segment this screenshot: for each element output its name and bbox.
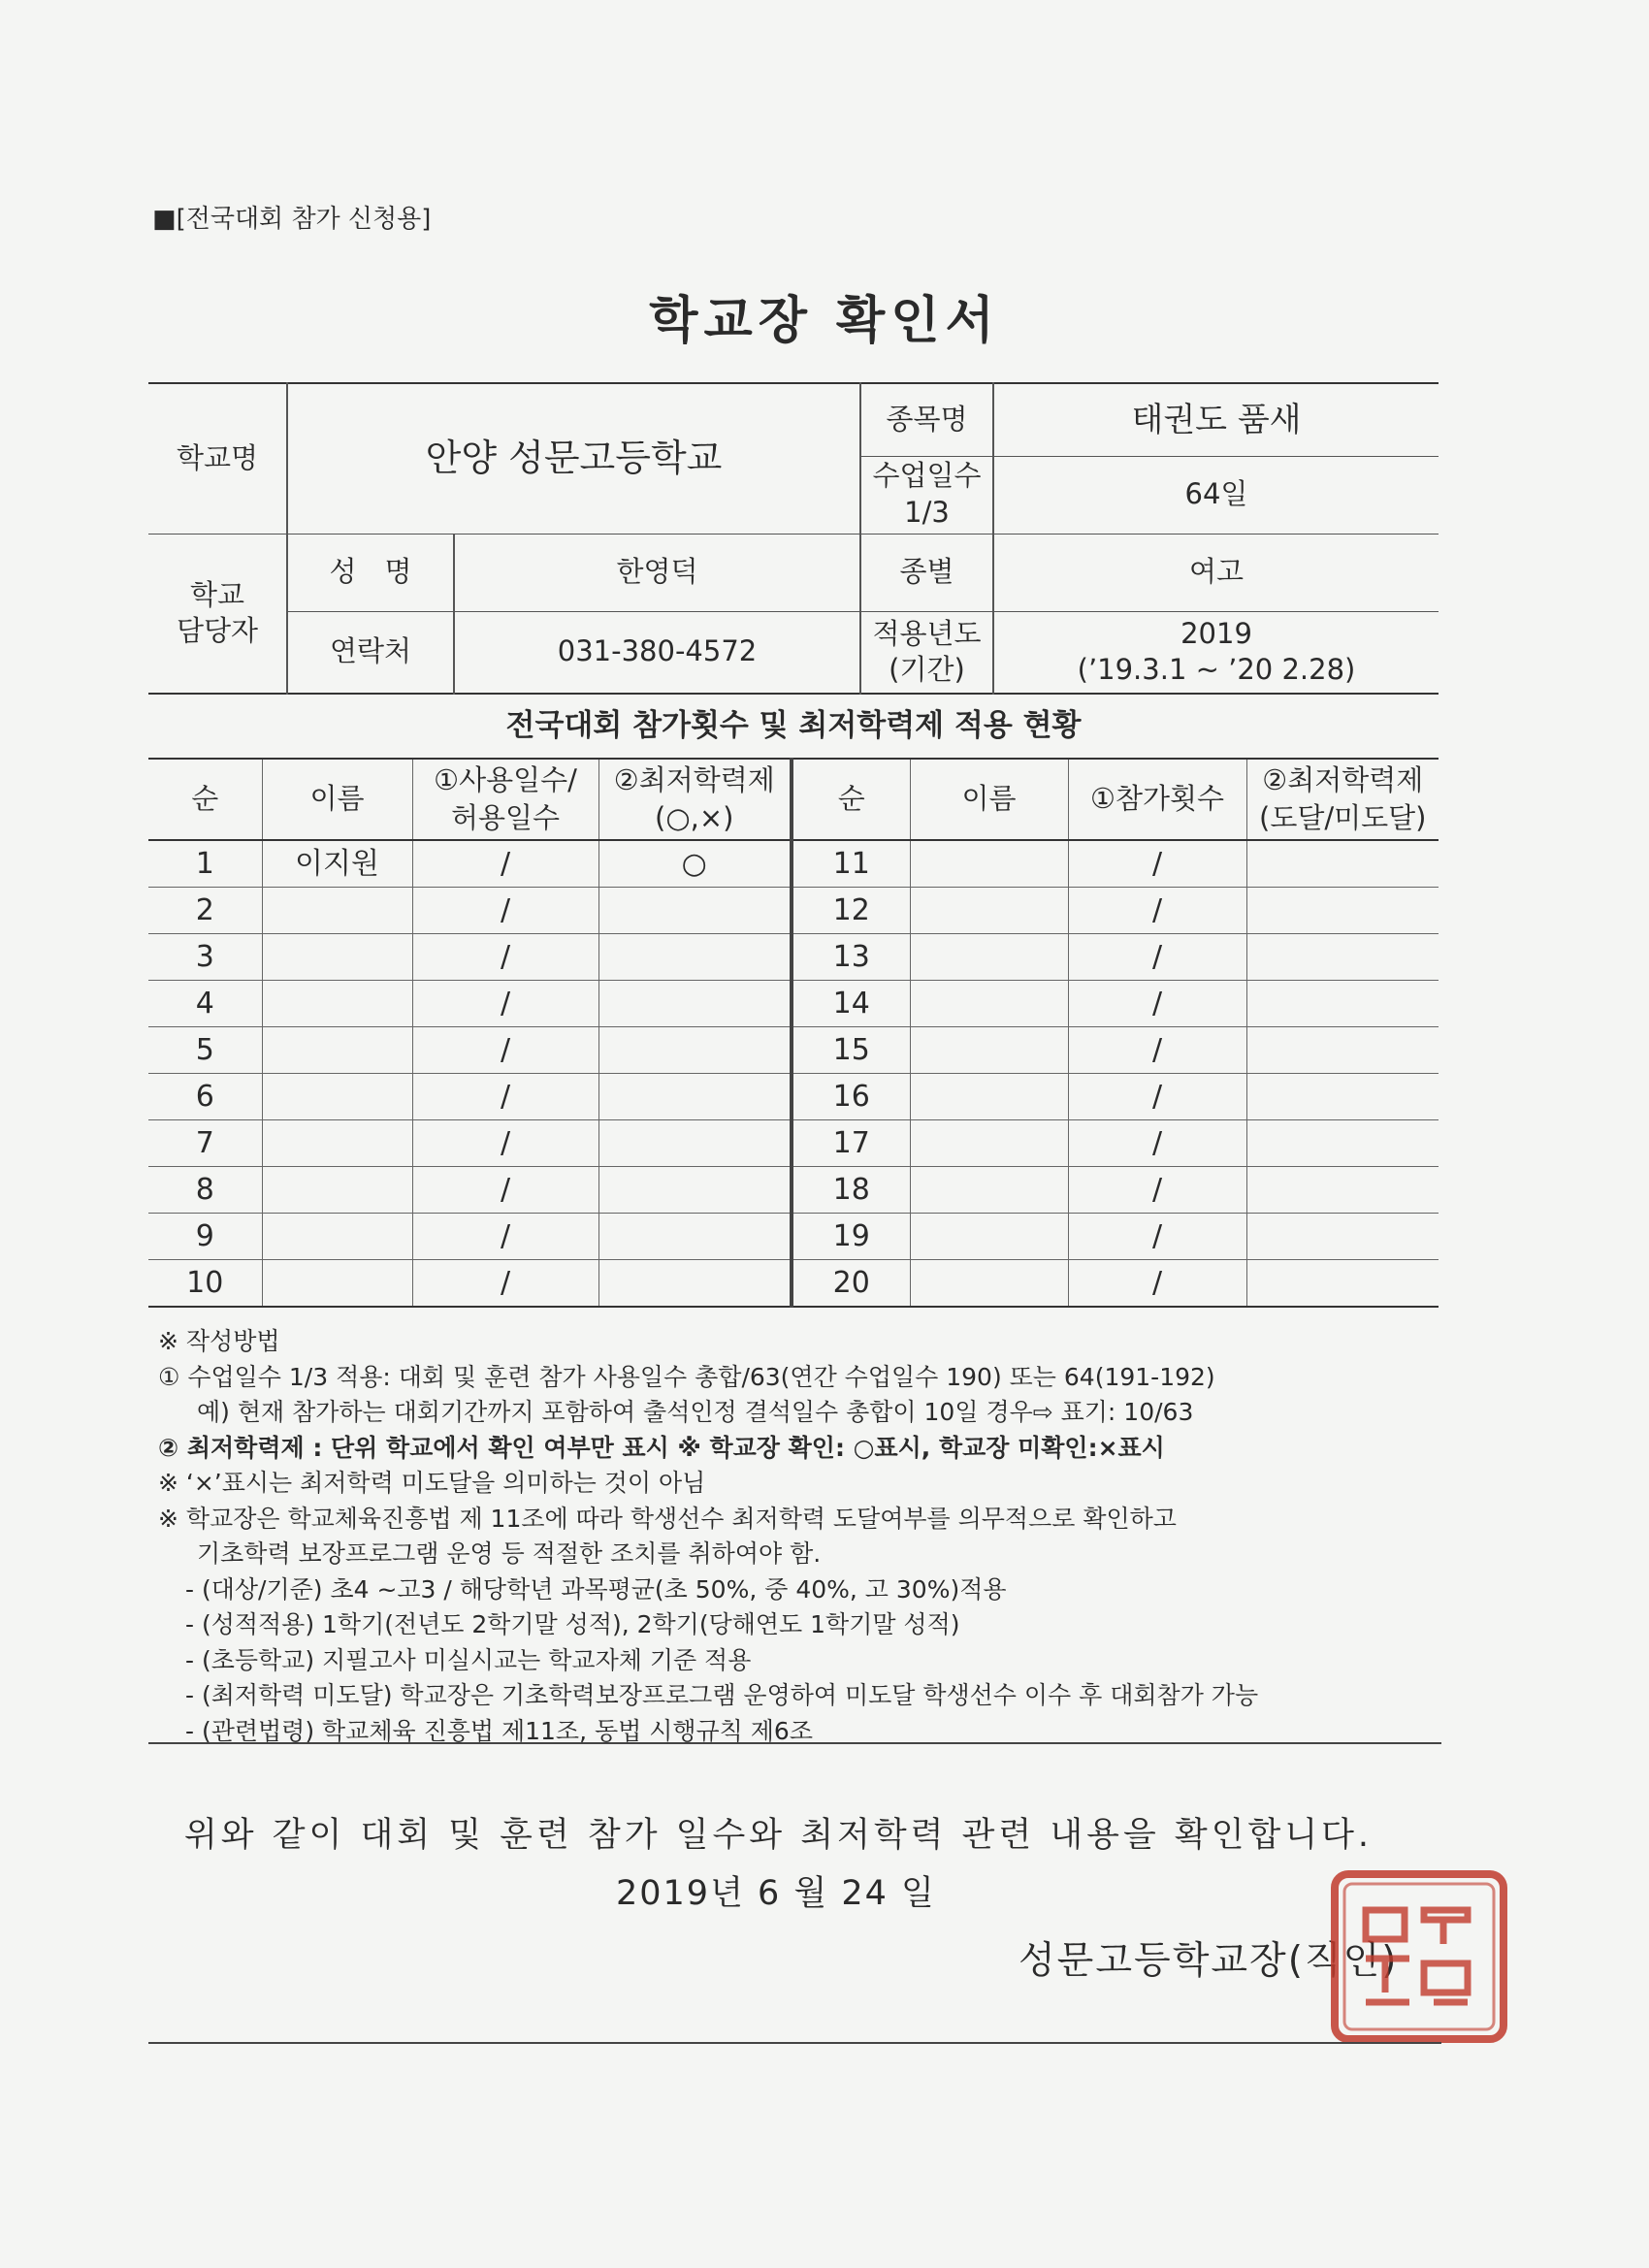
student-name-cell <box>262 981 412 1027</box>
header-participation: ①참가횟수 <box>1068 759 1246 840</box>
header-no-2: 순 <box>792 759 910 840</box>
min-academic-cell-2 <box>1246 1214 1439 1260</box>
participation-count-cell: / <box>1068 1120 1246 1167</box>
header-min-academic-2 <box>1246 759 1439 840</box>
official-seal-stamp <box>1327 1866 1511 2047</box>
row-number-2: 16 <box>792 1074 910 1120</box>
min-academic-cell-2 <box>1246 888 1439 934</box>
participation-table <box>148 758 1439 1308</box>
school-manager-label-line1: 학교 <box>189 577 245 611</box>
table-header-row <box>148 759 1439 840</box>
row-number: 3 <box>148 934 262 981</box>
student-name-cell-2 <box>910 1260 1068 1308</box>
principal-signature: 성문고등학교장(직인) <box>1018 1939 1399 1983</box>
note-line: ※ ‘×’표시는 최저학력 미도달을 의미하는 것이 아님 <box>158 1469 706 1497</box>
instructions <box>158 1324 1448 1749</box>
school-manager-label-line2: 담당자 <box>176 614 259 648</box>
min-academic-cell-2 <box>1246 1260 1439 1308</box>
student-name-cell-2 <box>910 981 1068 1027</box>
document-title: 학교장 확인서 <box>649 292 1000 350</box>
used-days-cell: / <box>412 1214 598 1260</box>
note-line: 기초학력 보장프로그램 운영 등 적절한 조치를 취하여야 함. <box>197 1539 822 1568</box>
used-days-cell: / <box>412 981 598 1027</box>
row-number-2: 18 <box>792 1167 910 1214</box>
category-label: 종별 <box>860 534 993 611</box>
event-label: 종목명 <box>860 383 993 456</box>
class-days-value: 64일 <box>993 456 1439 534</box>
row-number-2: 11 <box>792 840 910 888</box>
note-line: 예) 현재 참가하는 대회기간까지 포함하여 출석인정 결석일수 총합이 10일 경우⇨ 표기: 10/63 <box>197 1398 1194 1426</box>
row-number: 1 <box>148 840 262 888</box>
confirmation-text: 위와 같이 대회 및 훈련 참가 일수와 최저학력 관련 내용을 확인합니다. <box>184 1816 1374 1855</box>
table-row <box>148 840 1439 888</box>
participation-count-cell: / <box>1068 1214 1246 1260</box>
min-academic-cell <box>598 1260 792 1308</box>
student-name-cell-2 <box>910 1120 1068 1167</box>
row-number: 6 <box>148 1074 262 1120</box>
school-name-label: 학교명 <box>148 383 287 534</box>
class-days-label-line1: 수업일수 <box>872 459 982 493</box>
used-days-cell: / <box>412 1027 598 1074</box>
row-number: 8 <box>148 1167 262 1214</box>
student-name-cell: 이지원 <box>262 840 412 888</box>
participation-count-cell: / <box>1068 1260 1246 1308</box>
min-academic-cell <box>598 981 792 1027</box>
min-academic-cell <box>598 1074 792 1120</box>
bottom-line <box>148 2042 1441 2044</box>
student-name-cell-2 <box>910 1074 1068 1120</box>
used-days-cell: / <box>412 1167 598 1214</box>
header-min-academic-2-line1: ②최저학력제 <box>1262 762 1424 796</box>
note-line: - (초등학교) 지필고사 미실시교는 학교자체 기준 적용 <box>185 1645 752 1674</box>
min-academic-cell-2 <box>1246 934 1439 981</box>
min-academic-cell <box>598 1214 792 1260</box>
table-row <box>148 934 1439 981</box>
event-value: 태권도 품새 <box>993 383 1439 456</box>
row-number: 4 <box>148 981 262 1027</box>
used-days-cell: / <box>412 840 598 888</box>
header-min-academic-line1: ②최저학력제 <box>613 762 775 796</box>
class-days-label-line2: 1/3 <box>904 496 950 529</box>
note-line: - (대상/기준) 초4 ~고3 / 해당학년 과목평균(초 50%, 중 40%, 고 30%)적용 <box>185 1574 1007 1604</box>
confirmation-date: 2019년 6 월 24 일 <box>616 1874 936 1913</box>
student-name-cell <box>262 1167 412 1214</box>
school-manager-label <box>148 534 287 694</box>
participation-count-cell: / <box>1068 840 1246 888</box>
used-days-cell: / <box>412 888 598 934</box>
table-row <box>148 1260 1439 1308</box>
table-row <box>148 1027 1439 1074</box>
class-days-label <box>860 456 993 534</box>
student-name-cell <box>262 1027 412 1074</box>
year-label-line1: 적용년도 <box>872 616 982 650</box>
student-name-cell <box>262 1120 412 1167</box>
participation-count-cell: / <box>1068 981 1246 1027</box>
header-used-days <box>412 759 598 840</box>
min-academic-cell <box>598 1120 792 1167</box>
used-days-cell: / <box>412 934 598 981</box>
participation-count-cell: / <box>1068 1074 1246 1120</box>
row-number: 10 <box>148 1260 262 1308</box>
student-name-cell-2 <box>910 1167 1068 1214</box>
row-number-2: 17 <box>792 1120 910 1167</box>
min-academic-cell <box>598 888 792 934</box>
note-line: ※ 학교장은 학교체육진흥법 제 11조에 따라 학생선수 최저학력 도달여부를 의무적으로 확인하고 <box>158 1504 1177 1533</box>
student-name-cell-2 <box>910 840 1068 888</box>
status-subtitle: 전국대회 참가횟수 및 최저학력제 적용 현황 <box>505 708 1082 743</box>
student-name-cell-2 <box>910 1214 1068 1260</box>
year-value-line1: 2019 <box>1180 616 1252 650</box>
year-value-line2: (’19.3.1 ~ ’20 2.28) <box>1077 653 1356 687</box>
min-academic-cell-2 <box>1246 840 1439 888</box>
year-value <box>993 611 1439 694</box>
header-min-academic-2-line2: (도달/미도달) <box>1259 801 1427 834</box>
row-number: 7 <box>148 1120 262 1167</box>
student-name-cell <box>262 1260 412 1308</box>
header-note: ■[전국대회 참가 신청용] <box>152 205 432 234</box>
row-number-2: 13 <box>792 934 910 981</box>
participation-count-cell: / <box>1068 1167 1246 1214</box>
row-number-2: 12 <box>792 888 910 934</box>
school-name-value: 안양 성문고등학교 <box>287 383 860 534</box>
table-body <box>148 840 1439 1307</box>
contact-label: 연락처 <box>287 611 454 694</box>
row-number-2: 19 <box>792 1214 910 1260</box>
header-used-days-line2: 허용일수 <box>450 801 561 834</box>
student-name-cell <box>262 934 412 981</box>
contact-value: 031-380-4572 <box>454 611 860 694</box>
note-line: ② 최저학력제 : 단위 학교에서 확인 여부만 표시 ※ 학교장 확인: ○표시, 학교장 미확인:×표시 <box>158 1433 1165 1462</box>
year-label <box>860 611 993 694</box>
header-used-days-line1: ①사용일수/ <box>434 762 577 796</box>
manager-name-label: 성 명 <box>287 534 454 611</box>
note-line: - (최저학력 미도달) 학교장은 기초학력보장프로그램 운영하여 미도달 학생선수 이수 후 대회참가 가능 <box>185 1681 1259 1709</box>
min-academic-cell <box>598 1027 792 1074</box>
note-line: - (성적적용) 1학기(전년도 2학기말 성적), 2학기(당해연도 1학기말 성적) <box>185 1610 960 1638</box>
min-academic-cell: ○ <box>598 840 792 888</box>
divider-line <box>148 1742 1441 1744</box>
row-number-2: 14 <box>792 981 910 1027</box>
row-number-2: 15 <box>792 1027 910 1074</box>
row-number-2: 20 <box>792 1260 910 1308</box>
min-academic-cell-2 <box>1246 1027 1439 1074</box>
min-academic-cell <box>598 934 792 981</box>
table-row <box>148 1120 1439 1167</box>
used-days-cell: / <box>412 1260 598 1308</box>
category-value: 여고 <box>993 534 1439 611</box>
student-name-cell-2 <box>910 888 1068 934</box>
manager-name-value: 한영덕 <box>454 534 860 611</box>
table-row <box>148 981 1439 1027</box>
participation-count-cell: / <box>1068 1027 1246 1074</box>
row-number: 2 <box>148 888 262 934</box>
note-line: ① 수업일수 1/3 적용: 대회 및 훈련 참가 사용일수 총합/63(연간 수업일수 190) 또는 64(191-192) <box>158 1362 1215 1391</box>
student-name-cell-2 <box>910 1027 1068 1074</box>
participation-count-cell: / <box>1068 934 1246 981</box>
student-name-cell-2 <box>910 934 1068 981</box>
table-row <box>148 1167 1439 1214</box>
student-name-cell <box>262 1074 412 1120</box>
student-name-cell <box>262 1214 412 1260</box>
min-academic-cell-2 <box>1246 1074 1439 1120</box>
min-academic-cell <box>598 1167 792 1214</box>
header-min-academic-line2: (○,×) <box>655 801 734 834</box>
table-row <box>148 888 1439 934</box>
student-name-cell <box>262 888 412 934</box>
table-row <box>148 1074 1439 1120</box>
header-name: 이름 <box>262 759 412 840</box>
year-label-line2: (기간) <box>889 653 965 687</box>
header-name-2: 이름 <box>910 759 1068 840</box>
header-no: 순 <box>148 759 262 840</box>
used-days-cell: / <box>412 1074 598 1120</box>
note-line: - (관련법령) 학교체육 진흥법 제11조, 동법 시행규칙 제6조 <box>185 1716 813 1745</box>
min-academic-cell-2 <box>1246 1120 1439 1167</box>
row-number: 9 <box>148 1214 262 1260</box>
used-days-cell: / <box>412 1120 598 1167</box>
min-academic-cell-2 <box>1246 981 1439 1027</box>
participation-count-cell: / <box>1068 888 1246 934</box>
note-line: ※ 작성방법 <box>158 1327 280 1355</box>
table-row <box>148 1214 1439 1260</box>
row-number: 5 <box>148 1027 262 1074</box>
school-info-table <box>148 382 1439 695</box>
min-academic-cell-2 <box>1246 1167 1439 1214</box>
header-min-academic <box>598 759 792 840</box>
